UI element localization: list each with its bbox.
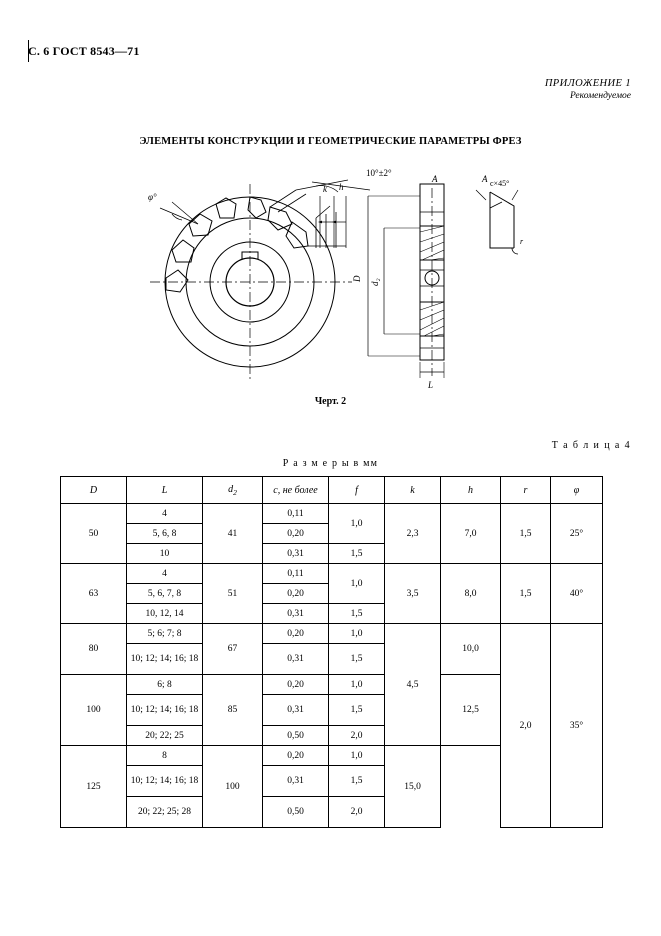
appendix-title: ПРИЛОЖЕНИЕ 1 [544, 78, 631, 89]
label-L: L [428, 380, 434, 390]
label-d2: d₂ [370, 278, 380, 286]
cell-c: 0,20 [263, 746, 329, 766]
cell-k: 3,5 [385, 564, 441, 624]
cell-c: 0,31 [263, 766, 329, 797]
label-A-left: A [432, 174, 438, 184]
section-title: ЭЛЕМЕНТЫ КОНСТРУКЦИИ И ГЕОМЕТРИЧЕСКИЕ ПАРАМЕТРЫ ФРЕЗ [139, 136, 522, 147]
cell-f: 1,0 [329, 624, 385, 644]
cell-L: 5, 6, 8 [127, 524, 203, 544]
cell-L: 10; 12; 14; 16; 18 [127, 766, 203, 797]
cell-d2: 100 [203, 746, 263, 828]
table-label: Т а б л и ц а 4 [551, 440, 631, 451]
header-h: h [441, 477, 501, 504]
cell-c: 0,50 [263, 726, 329, 746]
cell-f: 1,5 [329, 766, 385, 797]
header-k: k [385, 477, 441, 504]
label-angle-top: 10°±2° [366, 168, 392, 178]
cell-D: 80 [61, 624, 127, 675]
cell-h: 10,0 [441, 624, 501, 675]
cell-c: 0,20 [263, 584, 329, 604]
cell-c: 0,31 [263, 695, 329, 726]
cell-D: 100 [61, 675, 127, 746]
cell-c: 0,20 [263, 624, 329, 644]
cell-L: 5, 6, 7, 8 [127, 584, 203, 604]
cell-h: 15,0 [385, 746, 441, 828]
cell-f: 1,0 [329, 675, 385, 695]
cell-d2: 41 [203, 504, 263, 564]
cell-r: 2,0 [501, 624, 551, 828]
header-D: D [61, 477, 127, 504]
figure-caption: Черт. 2 [314, 396, 347, 407]
cell-d2: 67 [203, 624, 263, 675]
cell-phi: 25° [551, 504, 603, 564]
cell-h: 12,5 [441, 675, 501, 746]
header-f: f [329, 477, 385, 504]
cell-L: 10, 12, 14 [127, 604, 203, 624]
label-k: k [323, 184, 327, 194]
cell-phi: 40° [551, 564, 603, 624]
cell-L: 10; 12; 14; 16; 18 [127, 695, 203, 726]
cell-h: 8,0 [441, 564, 501, 624]
dimensions-table [60, 476, 603, 828]
table-row [61, 504, 603, 524]
cell-L: 20; 22; 25; 28 [127, 797, 203, 828]
header-r: r [501, 477, 551, 504]
header-phi: φ [551, 477, 603, 504]
cell-h: 7,0 [441, 504, 501, 564]
appendix-subtitle: Рекомендуемое [569, 91, 631, 101]
label-D: D [352, 275, 362, 282]
cell-d2: 85 [203, 675, 263, 746]
table-header-row [61, 477, 603, 504]
cell-c: 0,20 [263, 524, 329, 544]
cell-L: 10; 12; 14; 16; 18 [127, 644, 203, 675]
drawing-svg [120, 152, 550, 392]
cell-k: 2,3 [385, 504, 441, 564]
cell-f: 1,0 [329, 564, 385, 604]
label-chamfer: с×45° [490, 179, 510, 188]
cell-f: 1,5 [329, 644, 385, 675]
cell-L: 10 [127, 544, 203, 564]
cell-c: 0,20 [263, 675, 329, 695]
header-c: c, не более [263, 477, 329, 504]
cell-c: 0,11 [263, 504, 329, 524]
cell-f: 1,5 [329, 695, 385, 726]
label-h: h [339, 182, 344, 192]
cell-c: 0,31 [263, 644, 329, 675]
cell-L: 4 [127, 564, 203, 584]
header-L: L [127, 477, 203, 504]
cell-r: 1,5 [501, 504, 551, 564]
cell-k: 4,5 [385, 624, 441, 746]
header-d2: $d_2$ [203, 477, 263, 504]
table-row [61, 564, 603, 584]
cell-f: 1,5 [329, 544, 385, 564]
cell-L: 6; 8 [127, 675, 203, 695]
label-A-right: A [482, 174, 488, 184]
cell-phi: 35° [551, 624, 603, 828]
cell-L: 8 [127, 746, 203, 766]
cell-L: 20; 22; 25 [127, 726, 203, 746]
cell-D: 125 [61, 746, 127, 828]
cell-f: 1,0 [329, 746, 385, 766]
cell-d2: 51 [203, 564, 263, 624]
appendix-block [545, 78, 631, 101]
cell-c: 0,50 [263, 797, 329, 828]
cell-D: 63 [61, 564, 127, 624]
cell-c: 0,31 [263, 604, 329, 624]
cell-f: 2,0 [329, 726, 385, 746]
table-units: Р а з м е р ы в мм [282, 458, 379, 469]
label-phi: φ° [148, 192, 157, 202]
cell-f: 2,0 [329, 797, 385, 828]
cell-L: 5; 6; 7; 8 [127, 624, 203, 644]
cell-r: 1,5 [501, 564, 551, 624]
table-row [61, 624, 603, 644]
cell-f: 1,0 [329, 504, 385, 544]
page-header: С. 6 ГОСТ 8543—71 [28, 44, 140, 58]
cell-c: 0,11 [263, 564, 329, 584]
technical-drawing [120, 152, 550, 392]
cell-D: 50 [61, 504, 127, 564]
cell-f: 1,5 [329, 604, 385, 624]
cell-c: 0,31 [263, 544, 329, 564]
cell-L: 4 [127, 504, 203, 524]
label-r: r [520, 237, 524, 246]
